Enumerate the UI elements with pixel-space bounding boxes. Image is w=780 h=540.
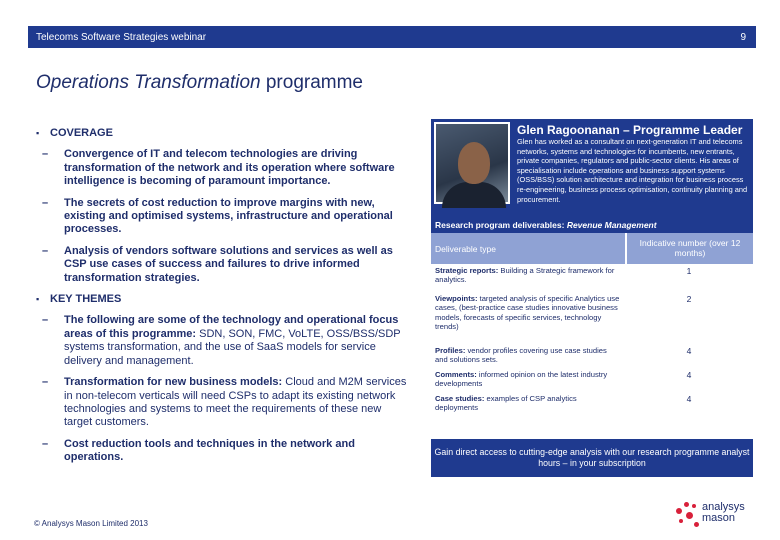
table-row: Comments: informed opinion on the latest industry developments 4 xyxy=(435,370,692,389)
page-title-italic: Operations Transformation xyxy=(36,72,261,93)
analysys-mason-logo xyxy=(676,500,766,532)
subscription-callout: Gain direct access to cutting-edge analysis with our research programme analyst hours – in your subscription xyxy=(431,441,753,477)
list-item: – The following are some of the technology and operational focus areas of this programme: SDN, SON, FMC, VoLTE, OSS/BSS/SDP systems transformation, and the use of SaaS models for service delivery and management. xyxy=(42,314,401,367)
profile-bio: Glen has worked as a consultant on next-generation IT and telecoms networks, systems and technologies for incumbents, new entrants, private companies, regulators and public-sector clients. His areas of specialisation include operations and business support systems (OSS/BSS) solution architecture and integration for business process re-engineering, business process optimisation, continuity planning and procurement. xyxy=(517,137,748,204)
list-item: – Analysis of vendors software solutions and services as well as CSP use cases of success and failures to drive informed transformation strategies. xyxy=(42,244,393,284)
dash-icon: – xyxy=(42,314,49,327)
sidebar-panel xyxy=(431,119,753,477)
key-themes-heading: ▪ KEY THEMES xyxy=(36,293,122,306)
profile-name: Glen Ragoonanan – Programme Leader xyxy=(517,123,743,137)
photo-shoulders xyxy=(442,182,506,208)
list-item: – Convergence of IT and telecom technologies are driving transformation of the network and its operation where software intelligence is becoming of paramount importance. xyxy=(42,148,395,188)
coverage-heading: ▪ COVERAGE xyxy=(36,127,113,139)
column-header: Indicative number (over 12 months) xyxy=(625,233,753,264)
bullet-square-icon: ▪ xyxy=(36,294,40,305)
dash-icon: – xyxy=(42,196,49,209)
list-item: – Transformation for new business models: Cloud and M2M services in non-telecom verticals will need CSPs to adapt its existing network technologies and systems to meet the requirements of these new target customers. xyxy=(42,376,407,429)
column-header: Deliverable type xyxy=(435,244,496,254)
dash-icon: – xyxy=(42,244,49,257)
bullet-square-icon: ▪ xyxy=(36,128,40,138)
dash-icon: – xyxy=(42,148,49,161)
profile-photo xyxy=(434,122,510,204)
header-bar xyxy=(28,26,756,48)
page-number: 9 xyxy=(740,31,746,43)
logo-text-line2: mason xyxy=(702,512,736,524)
logo-text-line1: analysys xyxy=(702,501,745,513)
table-row: Case studies: examples of CSP analytics deployments 4 xyxy=(435,394,692,413)
page-title xyxy=(36,72,363,94)
dash-icon: – xyxy=(42,437,49,450)
webinar-title: Telecoms Software Strategies webinar xyxy=(36,31,207,43)
table-row: Strategic reports: Building a Strategic framework for analytics. 1 xyxy=(435,266,692,285)
table-row: Profiles: vendor profiles covering use case studies and solutions sets. 4 xyxy=(435,346,692,365)
deliverables-table xyxy=(431,216,753,439)
content-list xyxy=(36,127,408,473)
list-item: – Cost reduction tools and techniques in the network and operations. xyxy=(42,437,355,464)
dash-icon: – xyxy=(42,376,49,389)
table-header: Research program deliverables: Revenue Management xyxy=(431,216,753,233)
table-column-headers xyxy=(431,233,753,264)
photo-face xyxy=(458,142,490,184)
page-title-plain: programme xyxy=(260,72,363,93)
copyright: © Analysys Mason Limited 2013 xyxy=(34,519,148,528)
profile-card xyxy=(431,119,753,209)
list-item: – The secrets of cost reduction to improve margins with new, existing and optimised systems, infrastructure and operational processes. xyxy=(42,196,393,236)
table-row: Viewpoints: targeted analysis of specific Analytics use cases, (best-practice case studies innovative business models, forecasts of specific services, technology trends) 2 xyxy=(435,294,692,332)
